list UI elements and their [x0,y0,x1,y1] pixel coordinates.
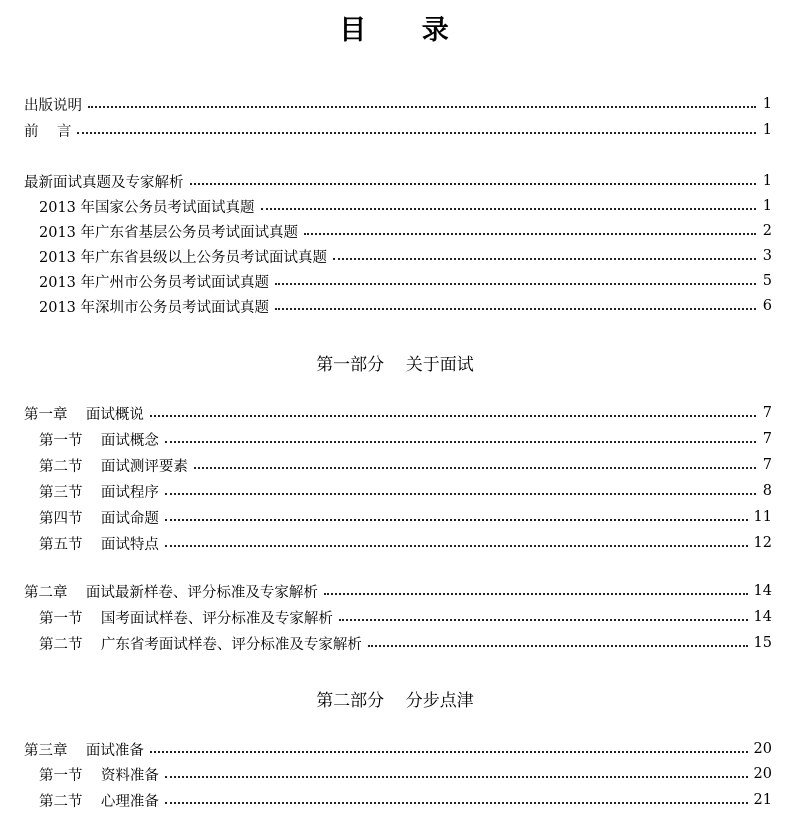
toc-entry-page: 12 [753,535,772,551]
toc-entry-exam[interactable] [39,193,772,219]
toc-entry-page: 20 [753,741,772,757]
toc-entry-page: 5 [762,273,772,289]
toc-entry-page: 20 [753,766,772,782]
toc-entry-page: 1 [762,173,772,189]
dot-leader [165,519,748,521]
toc-entry-section[interactable] [39,530,772,556]
toc-entry-label: 第一节 面试概念 [39,432,159,449]
toc-entry-exam[interactable] [39,218,772,244]
dot-leader [165,441,756,443]
dot-leader [339,619,748,621]
toc-entry-label: 2013 年国家公务员考试面试真题 [39,199,255,216]
dot-leader [333,258,756,260]
dot-leader [77,132,756,134]
toc-entry-label: 2013 年广东省县级以上公务员考试面试真题 [39,249,328,266]
toc-entry-label: 2013 年广东省基层公务员考试面试真题 [39,224,299,241]
dot-leader [304,233,756,235]
dot-leader [368,645,748,647]
toc-entry-section[interactable] [39,604,772,630]
toc-entry-section[interactable] [39,426,772,452]
toc-entry-page: 14 [753,609,772,625]
toc-entry-label: 第四节 面试命题 [39,510,159,527]
dot-leader [275,308,756,310]
toc-entry-preface[interactable] [24,117,772,143]
toc-entry-page: 7 [762,457,772,473]
toc-entry-chapter[interactable] [24,736,772,762]
toc-entry-label: 第一节 资料准备 [39,767,159,784]
toc-entry-exam[interactable] [39,243,772,269]
dot-leader [275,283,756,285]
toc-entry-exam[interactable] [39,293,772,319]
toc-entry-section[interactable] [39,630,772,656]
toc-entry-section[interactable] [39,478,772,504]
toc-entry-page: 1 [762,198,772,214]
toc-entry-page: 1 [762,122,772,138]
toc-entry-label: 第一章 面试概说 [24,406,144,423]
toc-entry-label: 第三章 面试准备 [24,742,144,759]
toc-entry-latest-exams[interactable] [24,168,772,194]
toc-entry-label: 2013 年广州市公务员考试面试真题 [39,274,270,291]
dot-leader [165,545,748,547]
toc-entry-label: 第二节 心理准备 [39,793,159,810]
toc-entry-label: 出版说明 [24,97,82,114]
toc-entry-page: 7 [762,431,772,447]
toc-entry-page: 7 [762,405,772,421]
toc-entry-page: 1 [762,96,772,112]
toc-entry-label: 第五节 面试特点 [39,536,159,553]
toc-entry-page: 8 [762,483,772,499]
dot-leader [88,106,756,108]
dot-leader [165,776,748,778]
dot-leader [165,493,756,495]
toc-entry-chapter[interactable] [24,578,772,604]
toc-entry-section[interactable] [39,787,772,813]
toc-entry-label: 最新面试真题及专家解析 [24,174,184,191]
toc-entry-page: 2 [762,223,772,239]
dot-leader [190,183,757,185]
dot-leader [150,751,748,753]
page-title: 目 录 [339,15,451,46]
toc-entry-page: 6 [762,298,772,314]
toc-entry-label: 前 言 [24,123,72,140]
dot-leader [165,802,748,804]
part-heading: 第一部分 关于面试 [316,355,474,375]
dot-leader [324,593,748,595]
toc-entry-publication-notes[interactable] [24,91,772,117]
toc-entry-label: 第二节 面试测评要素 [39,458,188,475]
toc-entry-section[interactable] [39,761,772,787]
dot-leader [261,208,756,210]
dot-leader [150,415,756,417]
toc-entry-chapter[interactable] [24,400,772,426]
toc-entry-exam[interactable] [39,268,772,294]
toc-entry-label: 第二章 面试最新样卷、评分标准及专家解析 [24,584,318,601]
toc-entry-page: 11 [753,509,772,525]
toc-entry-section[interactable] [39,504,772,530]
toc-entry-page: 14 [753,583,772,599]
toc-entry-page: 3 [762,248,772,264]
toc-entry-label: 第一节 国考面试样卷、评分标准及专家解析 [39,610,333,627]
toc-entry-label: 第二节 广东省考面试样卷、评分标准及专家解析 [39,636,362,653]
toc-entry-section[interactable] [39,452,772,478]
toc-entry-page: 15 [753,635,772,651]
toc-entry-label: 第三节 面试程序 [39,484,159,501]
part-heading: 第二部分 分步点津 [316,691,474,711]
dot-leader [194,467,756,469]
toc-entry-label: 2013 年深圳市公务员考试面试真题 [39,299,270,316]
toc-entry-page: 21 [753,792,772,808]
